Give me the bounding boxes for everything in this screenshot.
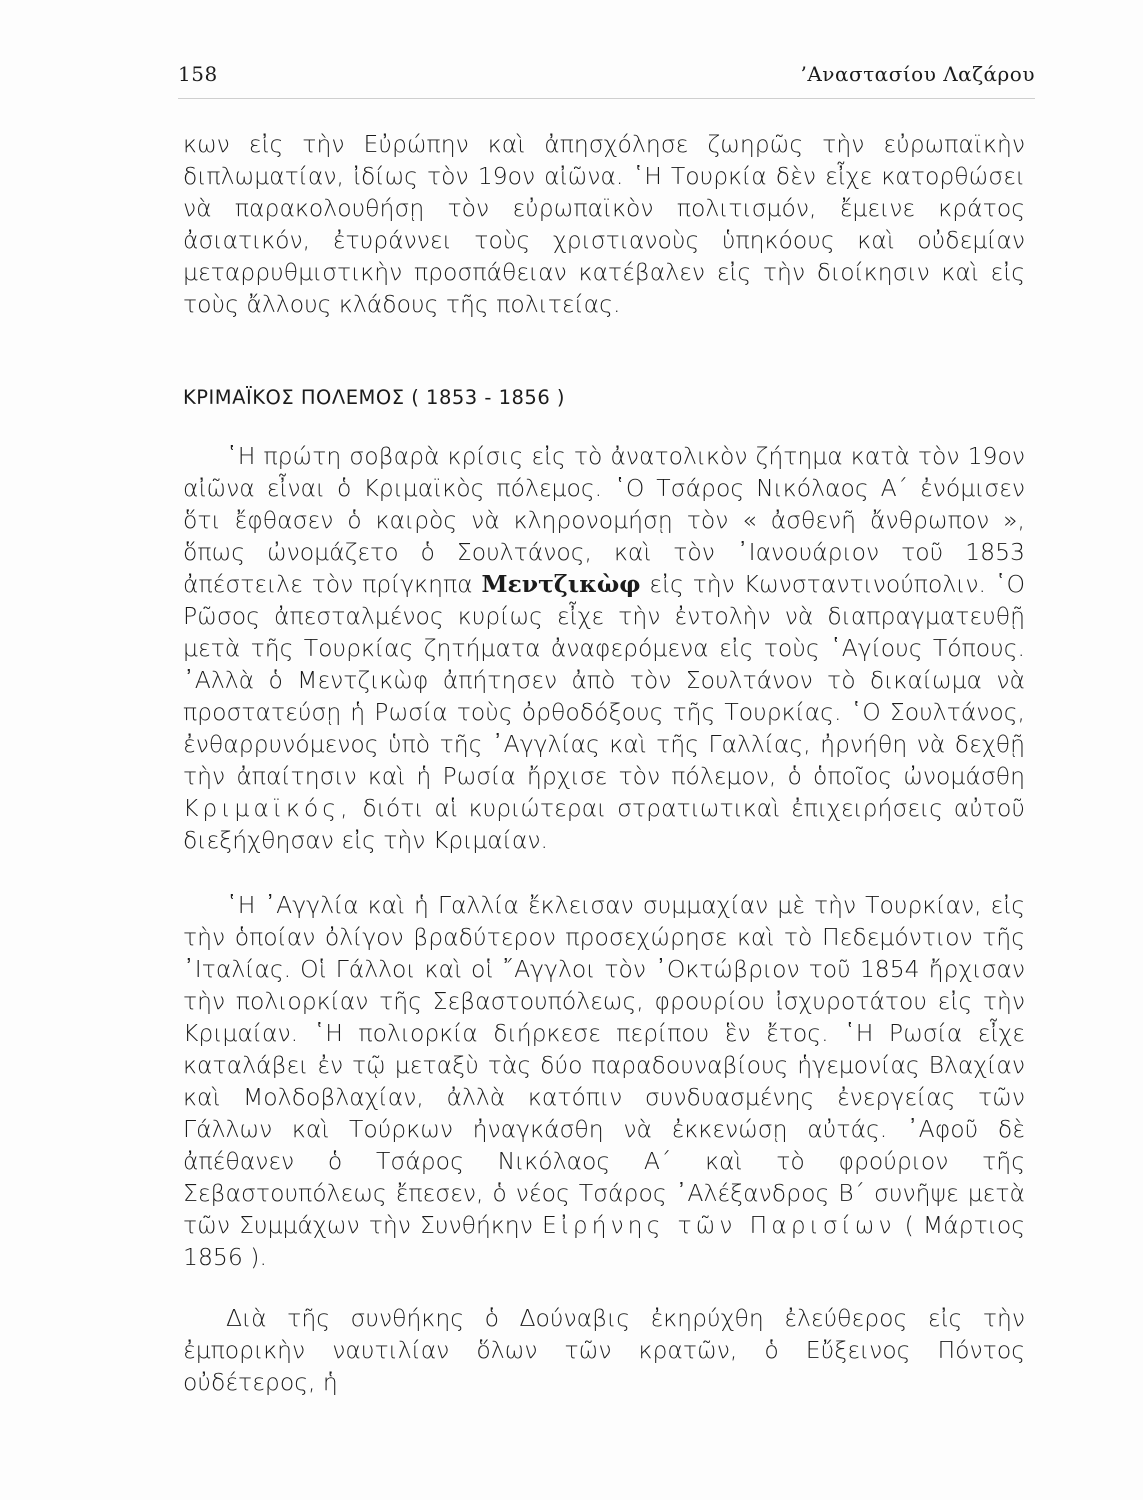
paragraph-2 <box>183 440 1025 856</box>
running-head: ’Αναστασίου Λαζάρου <box>800 62 1035 86</box>
paragraph-2-text-b: εἰς τὴν Κωνσταντινούπολιν. ῾Ο Ρῶσος ἀπεσταλμένος κυρίως εἶχε τὴν ἐντολὴν νὰ διαπραγματευθῇ μετὰ τῆς Τουρκίας ζητήματα ἀναφερόμενα εἰς τοὺς ῾Αγίους Τόπους. ᾿Αλλὰ ὁ Μεντζικὼφ ἀπήτησεν ἀπὸ τὸν Σουλτάνον τὸ δικαίωμα νὰ προστατεύσῃ ἡ Ρωσία τοὺς ὀρθοδόξους τῆς Τουρκίας. ῾Ο Σουλτάνος, ἐνθαρρυνόμενος ὑπὸ τῆς ᾿Αγγλίας καὶ τῆς Γαλλίας, ἠρνήθη νὰ δεχθῇ τὴν ἀπαίτησιν καὶ ἡ Ρωσία ἤρχισε τὸν πόλεμον, ὁ ὁποῖος ὠνομάσθη <box>183 570 1025 790</box>
paragraph-1 <box>183 128 1025 320</box>
section-heading: ΚΡΙΜΑΪΚΟΣ ΠΟΛΕΜΟΣ ( 1853 - 1856 ) <box>183 386 566 409</box>
paragraph-3-text-a: ῾Η ᾿Αγγλία καὶ ἡ Γαλλία ἔκλεισαν συμμαχίαν μὲ τὴν Τουρκίαν, εἰς τὴν ὁποίαν ὀλίγον βραδύτερον προσεχώρησε καὶ τὸ Πεδεμόντιον τῆς ᾿Ιταλίας. Οἱ Γάλλοι καὶ οἱ ῎Αγγλοι τὸν ᾿Οκτώβριον τοῦ 1854 ἤρχισαν τὴν πολιορκίαν τῆς Σεβαστουπόλεως, φρουρίου ἰσχυροτάτου εἰς τὴν Κριμαίαν. ῾Η πολιορκία διήρκεσε περίπου ἓν ἔτος. ῾Η Ρωσία εἶχε καταλάβει ἐν τῷ μεταξὺ τὰς δύο παραδουναβίους ἡγεμονίας Βλαχίαν καὶ Μολδοβλαχίαν, ἀλλὰ κατόπιν συνδυασμένης ἐνεργείας τῶν Γάλλων καὶ Τούρκων ἠναγκάσθη νὰ ἐκκενώσῃ αὐτάς. ᾿Αφοῦ δὲ ἀπέθανεν ὁ Τσάρος Νικόλαος Α΄ καὶ τὸ φρούριον τῆς Σεβαστουπόλεως ἔπεσεν, ὁ νέος Τσάρος ᾿Αλέξανδρος Β΄ συνῆψε μετὰ τῶν Συμμάχων τὴν Συνθήκην <box>183 891 1025 1239</box>
paragraph-4-text: Διὰ τῆς συνθήκης ὁ Δούναβις ἐκηρύχθη ἐλεύθερος εἰς τὴν ἐμπορικὴν ναυτιλίαν ὅλων τῶν κρατῶν, ὁ Εὔξεινος Πόντος οὐδέτερος, ἡ <box>183 1304 1025 1396</box>
paragraph-1-text: κων εἰς τὴν Εὐρώπην καὶ ἀπησχόλησε ζωηρῶς τὴν εὐρωπαϊκὴν διπλωματίαν, ἰδίως τὸν 19ον αἰῶνα. ῾Η Τουρκία δὲν εἶχε κατορθώσει νὰ παρακολουθήσῃ τὸν εὐρωπαϊκὸν πολιτισμόν, ἔμεινε κράτος ἀσιατικόν, ἐτυράννει τοὺς χριστιανοὺς ὑπηκόους καὶ οὐδεμίαν μεταρρυθμιστικὴν προσπάθειαν κατέβαλεν εἰς τὴν διοίκησιν καὶ εἰς τοὺς ἄλλους κλάδους τῆς πολιτείας. <box>183 130 1025 318</box>
page-header <box>178 58 1035 99</box>
paragraph-2-text-c: διότι αἱ κυριώτεραι στρατιωτικαὶ ἐπιχειρήσεις αὐτοῦ διεξήχθησαν εἰς τὴν Κριμαίαν. <box>183 794 1025 854</box>
paragraph-3-text-b: ( Μάρτιος 1856 ). <box>183 1211 1026 1271</box>
paragraph-3 <box>183 889 1025 1273</box>
paragraph-2-text-a: ῾Η πρώτη σοβαρὰ κρίσις εἰς τὸ ἀνατολικὸν ζήτημα κατὰ τὸν 19ον αἰῶνα εἶναι ὁ Κριμαϊκὸς πόλεμος. ῾Ο Τσάρος Νικόλαος Α΄ ἐνόμισεν ὅτι ἔφθασεν ὁ καιρὸς νὰ κληρονομήσῃ τὸν « ἀσθενῆ ἄνθρωπον », ὅπως ὠνομάζετο ὁ Σουλτάνος, καὶ τὸν ᾿Ιανουάριον τοῦ 1853 ἀπέστειλε τὸν πρίγκηπα <box>183 442 1025 598</box>
treaty-of-paris-term: Εἰρήνης τῶν Παρισίων <box>541 1211 896 1239</box>
paragraph-4 <box>183 1302 1025 1398</box>
menshikov-name: Μεντζικὼφ <box>481 570 641 598</box>
page-number: 158 <box>178 62 218 86</box>
crimean-term: Κριμαϊκός, <box>183 794 352 822</box>
